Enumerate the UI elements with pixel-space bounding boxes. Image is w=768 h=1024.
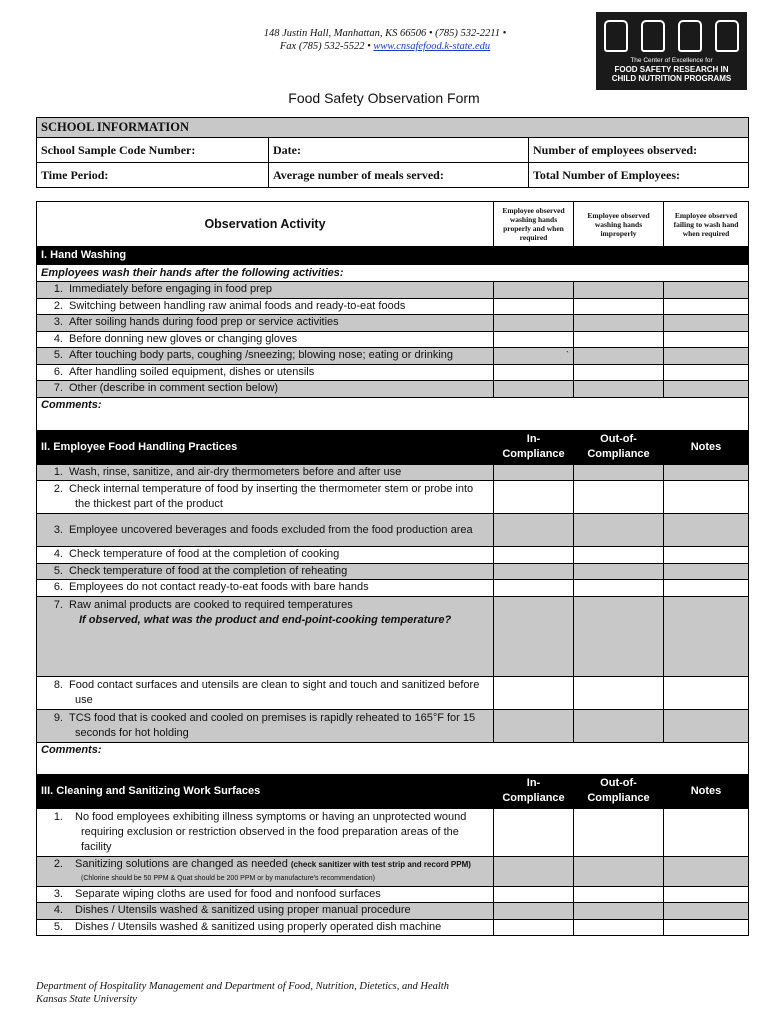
check-cell[interactable] bbox=[574, 298, 664, 315]
logo-line1: The Center of Excellence for bbox=[630, 57, 713, 64]
utensils-icon bbox=[715, 20, 739, 52]
check-cell[interactable] bbox=[574, 481, 664, 514]
check-cell[interactable] bbox=[664, 547, 749, 564]
item-number: 9. bbox=[53, 711, 63, 724]
check-cell[interactable] bbox=[664, 298, 749, 315]
wheat-icon bbox=[604, 20, 628, 52]
check-cell[interactable] bbox=[574, 348, 664, 365]
check-cell[interactable] bbox=[494, 464, 574, 481]
form-title: Food Safety Observation Form bbox=[288, 90, 480, 106]
check-cell[interactable] bbox=[494, 282, 574, 299]
item-number: 4. bbox=[53, 904, 63, 917]
item-number: 2. bbox=[53, 857, 63, 870]
check-cell[interactable] bbox=[494, 886, 574, 903]
item-text: Before donning new gloves or changing gloves bbox=[69, 332, 298, 345]
table-row bbox=[37, 919, 749, 936]
check-cell[interactable] bbox=[494, 547, 574, 564]
check-cell[interactable] bbox=[494, 709, 574, 742]
item-text: Check internal temperature of food by inserting the thermometer stem or probe into the thickest part of the product bbox=[69, 483, 474, 510]
fax-line: Fax (785) 532-5522 • bbox=[279, 41, 371, 52]
logo-line2: FOOD SAFETY RESEARCH IN bbox=[614, 65, 729, 74]
check-cell[interactable] bbox=[664, 886, 749, 903]
table-row bbox=[37, 381, 749, 398]
col-failed-to-wash: Employee observed failing to wash hand when required bbox=[664, 202, 749, 247]
item-text: Employee uncovered beverages and foods excluded from the food production area bbox=[69, 523, 473, 536]
item-number: 3. bbox=[53, 316, 63, 329]
check-cell[interactable] bbox=[574, 315, 664, 332]
table-row bbox=[37, 547, 749, 564]
table-row bbox=[37, 331, 749, 348]
item-number: 6. bbox=[53, 365, 63, 378]
item-number: 4. bbox=[53, 332, 63, 345]
section2-title: II. Employee Food Handling Practices bbox=[37, 430, 494, 464]
child-icon bbox=[678, 20, 702, 52]
sample-code-field[interactable]: School Sample Code Number: bbox=[37, 138, 269, 163]
item-text: After soiling hands during food prep or service activities bbox=[69, 316, 339, 329]
table-row bbox=[37, 481, 749, 514]
check-cell[interactable] bbox=[574, 464, 664, 481]
section1-title: I. Hand Washing bbox=[37, 247, 749, 265]
item-number: 2. bbox=[53, 299, 63, 312]
item-number: 5. bbox=[53, 349, 63, 362]
section1-comments[interactable]: Comments: bbox=[37, 397, 749, 430]
item-text: After touching body parts, coughing /sneezing; blowing nose; eating or drinking bbox=[69, 349, 454, 362]
table-row bbox=[37, 808, 749, 856]
table-row bbox=[37, 903, 749, 920]
col-in-compliance: In-Compliance bbox=[494, 430, 574, 464]
check-cell[interactable] bbox=[664, 903, 749, 920]
item-text: Employees do not contact ready-to-eat foods with bare hands bbox=[69, 581, 369, 594]
item2-note2: (Chlorine should be 50 PPM & Quat should be 200 PPM or by manufacture's recommendation) bbox=[81, 874, 375, 882]
col-out-of-compliance: Out-of-Compliance bbox=[574, 774, 664, 808]
check-cell[interactable] bbox=[494, 903, 574, 920]
check-cell[interactable] bbox=[664, 514, 749, 547]
check-cell[interactable] bbox=[664, 676, 749, 709]
check-cell[interactable] bbox=[574, 596, 664, 676]
col-in-compliance: In-Compliance bbox=[494, 774, 574, 808]
check-cell[interactable] bbox=[574, 282, 664, 299]
check-cell[interactable] bbox=[494, 298, 574, 315]
observation-table bbox=[36, 201, 749, 936]
contact-header bbox=[200, 27, 570, 53]
check-cell[interactable] bbox=[574, 903, 664, 920]
check-cell[interactable] bbox=[494, 481, 574, 514]
check-cell[interactable] bbox=[494, 364, 574, 381]
check-cell[interactable] bbox=[574, 580, 664, 597]
section3-title: III. Cleaning and Sanitizing Work Surfaces bbox=[37, 774, 494, 808]
item-text: No food employees exhibiting illness symptoms or having an unprotected wound requiring exclusion or restriction observed in the food preparation areas of the facility bbox=[75, 810, 467, 853]
employees-observed-field[interactable]: Number of employees observed: bbox=[529, 138, 749, 163]
date-field[interactable]: Date: bbox=[269, 138, 529, 163]
check-cell[interactable] bbox=[494, 580, 574, 597]
item-text: After handling soiled equipment, dishes or utensils bbox=[69, 365, 315, 378]
check-cell[interactable] bbox=[494, 331, 574, 348]
item-number: 3. bbox=[53, 523, 63, 536]
meals-served-field[interactable]: Average number of meals served: bbox=[269, 163, 529, 188]
section2-comments[interactable]: Comments: bbox=[37, 742, 749, 774]
check-cell[interactable] bbox=[574, 856, 664, 886]
check-cell[interactable] bbox=[664, 808, 749, 856]
check-cell[interactable] bbox=[664, 331, 749, 348]
check-cell[interactable] bbox=[664, 381, 749, 398]
logo-line3: CHILD NUTRITION PROGRAMS bbox=[611, 74, 732, 83]
check-cell[interactable] bbox=[664, 919, 749, 936]
table-row bbox=[37, 464, 749, 481]
item-text: Switching between handling raw animal foods and ready-to-eat foods bbox=[69, 299, 406, 312]
table-row bbox=[37, 364, 749, 381]
check-cell[interactable] bbox=[574, 563, 664, 580]
table-row bbox=[37, 676, 749, 709]
item-text: Immediately before engaging in food prep bbox=[69, 283, 273, 296]
check-cell[interactable] bbox=[574, 514, 664, 547]
item-number: 5. bbox=[53, 920, 63, 933]
check-cell[interactable] bbox=[574, 808, 664, 856]
col-washed-improperly: Employee observed washing hands improperly bbox=[574, 202, 664, 247]
item-number: 1. bbox=[53, 810, 63, 823]
table-row bbox=[37, 282, 749, 299]
check-cell[interactable] bbox=[664, 282, 749, 299]
item-text: Check temperature of food at the completion of cooking bbox=[69, 548, 340, 561]
item-text: Wash, rinse, sanitize, and air-dry thermometers before and after use bbox=[69, 465, 402, 478]
check-cell[interactable] bbox=[494, 808, 574, 856]
table-row bbox=[37, 580, 749, 597]
check-cell[interactable] bbox=[494, 596, 574, 676]
item-text: TCS food that is cooked and cooled on premises is rapidly reheated to 165°F for 15 seconds for hot holding bbox=[69, 711, 476, 739]
item-text: Dishes / Utensils washed & sanitized using proper manual procedure bbox=[75, 904, 411, 917]
check-cell[interactable] bbox=[664, 580, 749, 597]
check-cell[interactable] bbox=[574, 381, 664, 398]
table-row bbox=[37, 563, 749, 580]
check-cell[interactable] bbox=[574, 331, 664, 348]
col-washed-properly: Employee observed washing hands properly and when required bbox=[494, 202, 574, 247]
item-number: 7. bbox=[53, 382, 63, 395]
check-cell[interactable] bbox=[664, 596, 749, 676]
check-cell[interactable] bbox=[664, 856, 749, 886]
item-text: Check temperature of food at the completion of reheating bbox=[69, 564, 348, 577]
footer-department: Department of Hospitality Management and Department of Food, Nutrition, Dietetics, and Health bbox=[36, 981, 449, 992]
check-cell[interactable] bbox=[494, 676, 574, 709]
activity-header: Observation Activity bbox=[37, 202, 494, 247]
item-number: 8. bbox=[53, 678, 63, 691]
check-cell[interactable] bbox=[494, 315, 574, 332]
item7-question: If observed, what was the product and end-point-cooking temperature? bbox=[79, 613, 452, 626]
item-text: Other (describe in comment section below) bbox=[69, 382, 279, 395]
item-text: Food contact surfaces and utensils are clean to sight and touch and sanitized before use bbox=[69, 678, 480, 706]
school-info-heading: SCHOOL INFORMATION bbox=[37, 118, 749, 138]
check-cell[interactable] bbox=[494, 381, 574, 398]
check-cell[interactable] bbox=[574, 886, 664, 903]
address-line: 148 Justin Hall, Manhattan, KS 66506 • (785) 532-2211 • bbox=[263, 28, 507, 39]
item-number: 1. bbox=[53, 283, 63, 296]
table-row bbox=[37, 514, 749, 547]
item-text: Dishes / Utensils washed & sanitized using properly operated dish machine bbox=[75, 920, 442, 933]
col-notes: Notes bbox=[664, 430, 749, 464]
check-cell[interactable]: ` bbox=[494, 348, 574, 365]
check-cell[interactable] bbox=[664, 481, 749, 514]
check-cell[interactable] bbox=[664, 563, 749, 580]
total-employees-field[interactable]: Total Number of Employees: bbox=[529, 163, 749, 188]
item-number: 5. bbox=[53, 564, 63, 577]
hand-icon bbox=[641, 20, 665, 52]
item-number: 6. bbox=[53, 581, 63, 594]
check-cell[interactable] bbox=[574, 709, 664, 742]
check-cell[interactable] bbox=[574, 547, 664, 564]
section1-intro: Employees wash their hands after the following activities: bbox=[37, 265, 749, 282]
check-cell[interactable] bbox=[494, 514, 574, 547]
footer bbox=[36, 980, 449, 1006]
website-link[interactable]: www.cnsafefood.k-state.edu bbox=[373, 41, 491, 52]
table-row bbox=[37, 596, 749, 676]
school-info-table bbox=[36, 117, 749, 188]
item-text: Raw animal products are cooked to required temperatures bbox=[69, 598, 353, 611]
item-number: 2. bbox=[53, 483, 63, 495]
check-cell[interactable] bbox=[664, 364, 749, 381]
item-number: 3. bbox=[53, 887, 63, 900]
check-cell[interactable] bbox=[494, 563, 574, 580]
item-number: 4. bbox=[53, 548, 63, 561]
check-cell[interactable] bbox=[494, 919, 574, 936]
check-cell[interactable] bbox=[664, 348, 749, 365]
item-text: Sanitizing solutions are changed as needed bbox=[75, 857, 288, 870]
table-row bbox=[37, 886, 749, 903]
item2-note: (check sanitizer with test strip and record PPM) bbox=[290, 859, 471, 869]
check-cell[interactable] bbox=[664, 464, 749, 481]
col-notes: Notes bbox=[664, 774, 749, 808]
table-row bbox=[37, 315, 749, 332]
time-period-field[interactable]: Time Period: bbox=[37, 163, 269, 188]
item-number: 7. bbox=[53, 598, 63, 611]
check-cell[interactable] bbox=[574, 676, 664, 709]
col-out-of-compliance: Out-of-Compliance bbox=[574, 430, 664, 464]
check-cell[interactable] bbox=[574, 364, 664, 381]
center-logo bbox=[596, 12, 747, 90]
table-row bbox=[37, 348, 749, 365]
check-cell[interactable] bbox=[664, 315, 749, 332]
table-row bbox=[37, 709, 749, 742]
check-cell[interactable] bbox=[494, 856, 574, 886]
item-number: 1. bbox=[53, 465, 63, 478]
table-row bbox=[37, 298, 749, 315]
footer-university: Kansas State University bbox=[36, 994, 137, 1005]
check-cell[interactable] bbox=[664, 709, 749, 742]
check-cell[interactable] bbox=[574, 919, 664, 936]
table-row bbox=[37, 856, 749, 886]
item-text: Separate wiping cloths are used for food and nonfood surfaces bbox=[75, 887, 381, 900]
